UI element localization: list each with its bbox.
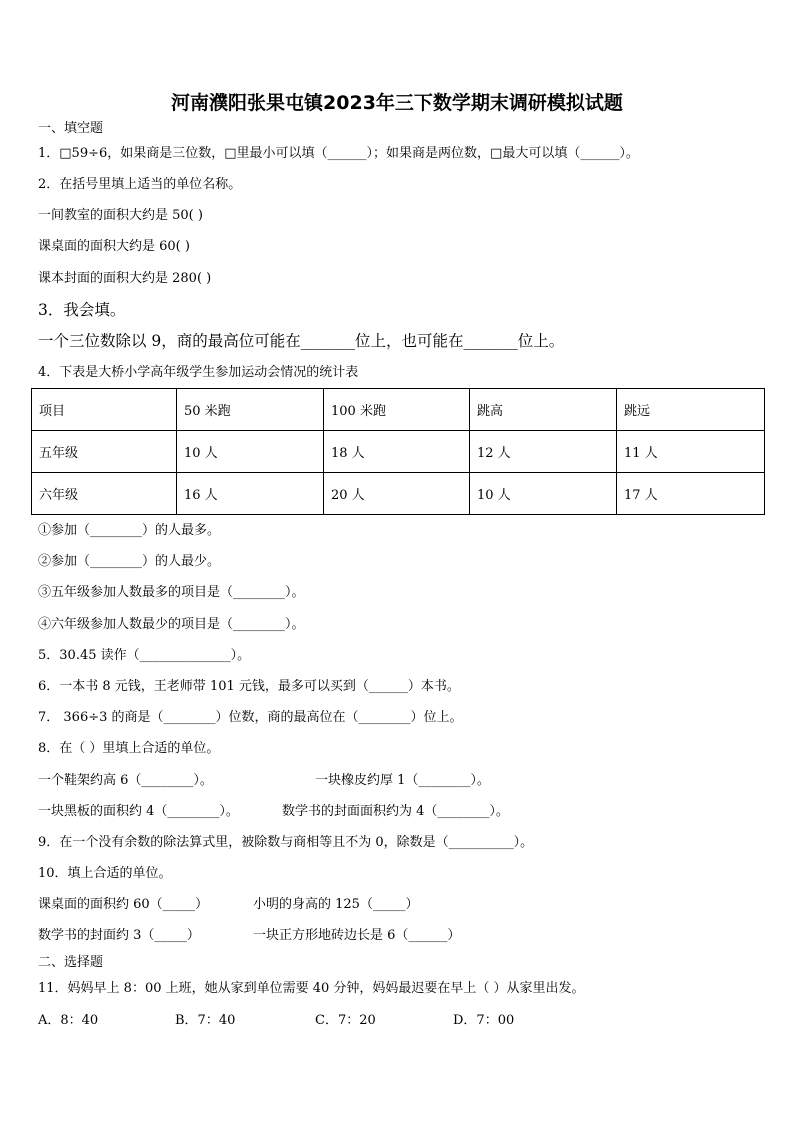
- question-3-text: 一个三位数除以 9，商的最高位可能在_______位上，也可能在_______位上。: [38, 332, 565, 350]
- stats-table: [31, 388, 765, 515]
- question-4-item-1: ①参加（________）的人最多。: [38, 523, 221, 538]
- question-3: 3．我会填。: [38, 301, 126, 319]
- question-2-item-c: 课本封面的面积大约是 280( ): [38, 271, 212, 286]
- question-11-option-c: C．7：20: [315, 1013, 376, 1028]
- question-4-item-2: ②参加（________）的人最少。: [38, 554, 221, 569]
- page-title: 河南濮阳张果屯镇2023年三下数学期末调研模拟试题: [171, 92, 623, 114]
- table-row: [32, 431, 765, 473]
- question-2-item-a: 一间教室的面积大约是 50( ): [38, 208, 203, 223]
- question-4-item-4: ④六年级参加人数最少的项目是（________）。: [38, 617, 305, 632]
- section-heading-fill-blank: 一、填空题: [38, 121, 104, 136]
- question-8-item-b: 一块橡皮约厚 1（________）。: [315, 773, 490, 788]
- question-5: 5．30.45 读作（______________）。: [38, 648, 251, 663]
- table-header-cell: 项目: [32, 389, 177, 431]
- question-10-item-a: 课桌面的面积约 60（_____）: [38, 897, 209, 912]
- table-cell: 10 人: [177, 431, 324, 473]
- table-cell: 10 人: [470, 473, 617, 515]
- table-header-cell: 跳远: [617, 389, 765, 431]
- question-10: 10．填上合适的单位。: [38, 866, 172, 881]
- question-2-item-b: 课桌面的面积大约是 60( ): [38, 239, 190, 254]
- question-10-item-c: 数学书的封面约 3（_____）: [38, 928, 200, 943]
- section-heading-choice: 二、选择题: [38, 955, 104, 970]
- question-9: 9．在一个没有余数的除法算式里，被除数与商相等且不为 0，除数是（__________）。: [38, 835, 534, 850]
- table-cell: 六年级: [32, 473, 177, 515]
- question-4-item-3: ③五年级参加人数最多的项目是（________）。: [38, 585, 305, 600]
- table-cell: 16 人: [177, 473, 324, 515]
- table-row: [32, 473, 765, 515]
- question-8-item-c: 一块黑板的面积约 4（________）。: [38, 804, 239, 819]
- table-header-row: [32, 389, 765, 431]
- table-cell: 20 人: [324, 473, 470, 515]
- question-1: 1．□59÷6，如果商是三位数，□里最小可以填（______）；如果商是两位数，□最大可以填（______）。: [38, 146, 639, 161]
- table-cell: 五年级: [32, 431, 177, 473]
- question-7: 7． 366÷3 的商是（________）位数，商的最高位在（________）位上。: [38, 710, 463, 725]
- question-11-option-d: D．7：00: [453, 1013, 515, 1028]
- question-6: 6．一本书 8 元钱，王老师带 101 元钱，最多可以买到（______）本书。: [38, 679, 460, 694]
- question-11-option-b: B．7：40: [175, 1013, 236, 1028]
- table-cell: 17 人: [617, 473, 765, 515]
- table-cell: 11 人: [617, 431, 765, 473]
- table-header-cell: 跳高: [470, 389, 617, 431]
- question-11: 11．妈妈早上 8：00 上班，她从家到单位需要 40 分钟，妈妈最迟要在早上（ ）从家里出发。: [38, 981, 585, 996]
- table-header-cell: 50 米跑: [177, 389, 324, 431]
- question-8: 8．在（ ）里填上合适的单位。: [38, 741, 220, 756]
- question-2: 2．在括号里填上适当的单位名称。: [38, 177, 242, 192]
- question-11-option-a: A．8：40: [38, 1013, 99, 1028]
- table-header-cell: 100 米跑: [324, 389, 470, 431]
- table-cell: 18 人: [324, 431, 470, 473]
- question-10-item-b: 小明的身高的 125（_____）: [253, 897, 419, 912]
- question-8-item-d: 数学书的封面面积约为 4（________）。: [282, 804, 509, 819]
- question-4: 4．下表是大桥小学高年级学生参加运动会情况的统计表: [38, 365, 359, 380]
- table-cell: 12 人: [470, 431, 617, 473]
- question-10-item-d: 一块正方形地砖边长是 6（______）: [253, 928, 461, 943]
- question-8-item-a: 一个鞋架约高 6（________）。: [38, 773, 213, 788]
